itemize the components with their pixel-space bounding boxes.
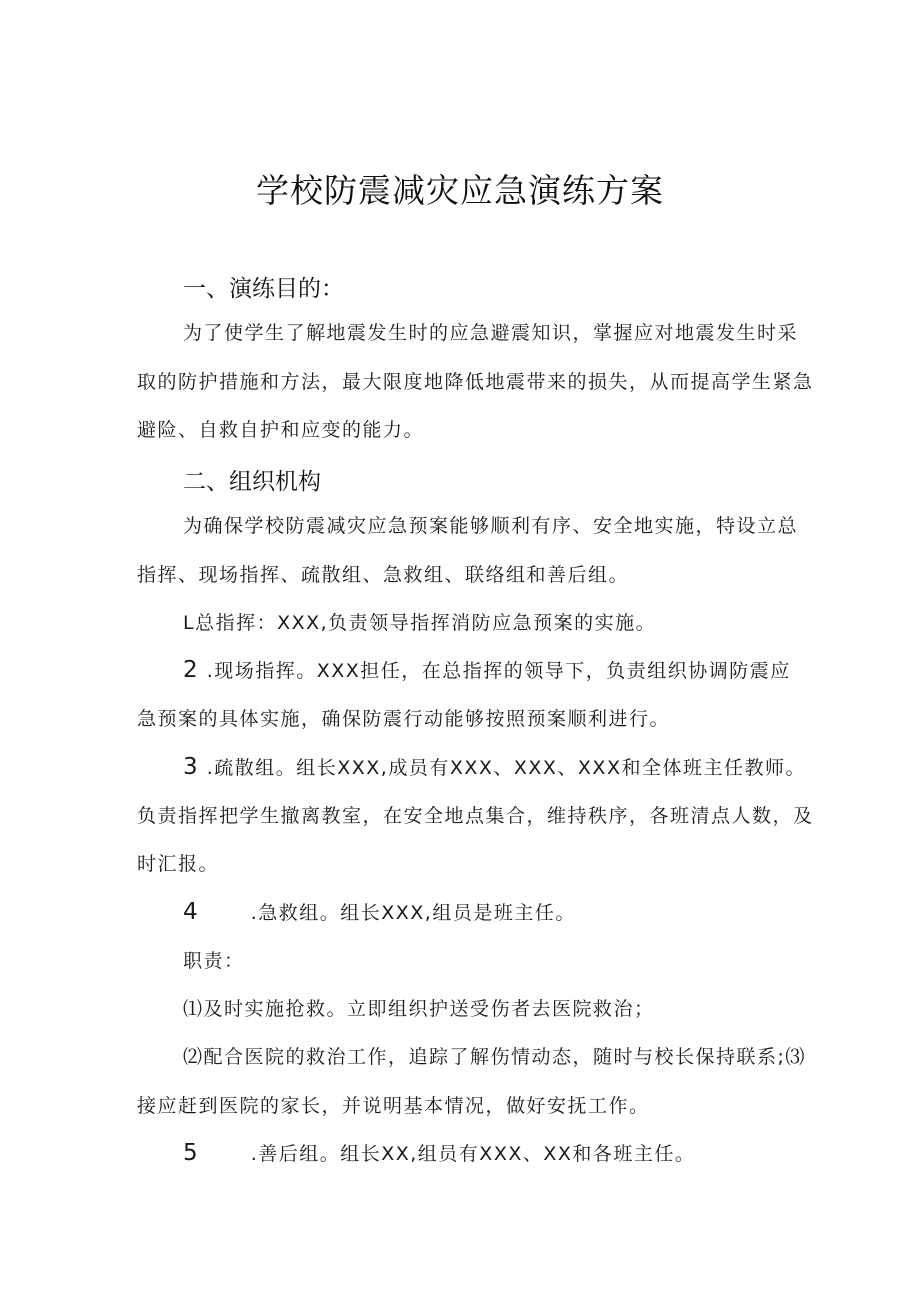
paragraph-line: 负责指挥把学生撤离教室，在安全地点集合，维持秩序，各班清点人数，及 xyxy=(137,805,814,827)
paragraph-line: 取的防护措施和方法，最大限度地降低地震带来的损失，从而提高学生紧急 xyxy=(137,371,814,393)
item-text: .急救组。组长XXX,组员是班主任。 xyxy=(250,902,576,924)
paragraph-line: 急预案的具体实施，确保防震行动能够按照预案顺利进行。 xyxy=(137,708,671,730)
item-number: 5 xyxy=(183,1140,200,1166)
paragraph-line: 接应赶到医院的家长，并说明基本情况，做好安抚工作。 xyxy=(137,1095,650,1117)
paragraph-line: 职责： xyxy=(183,950,245,972)
section-heading-organization: 二、组织机构 xyxy=(183,469,321,495)
item-number: 4 xyxy=(183,899,200,925)
section-heading-purpose: 一、演练目的： xyxy=(183,276,344,302)
paragraph-line: ⑵配合医院的救治工作，追踪了解伤情动态，随时与校长保持联系;⑶ xyxy=(183,1046,806,1068)
paragraph-line: 为了使学生了解地震发生时的应急避震知识，掌握应对地震发生时采 xyxy=(183,322,799,344)
paragraph-line: 为确保学校防震减灾应急预案能够顺利有序、安全地实施，特设立总 xyxy=(183,515,799,537)
paragraph-line: 指挥、现场指挥、疏散组、急救组、联络组和善后组。 xyxy=(137,564,630,586)
document-title: 学校防震减灾应急演练方案 xyxy=(256,171,664,210)
list-item-commander: L总指挥：XXX,负责领导指挥消防应急预案的实施。 xyxy=(183,612,657,634)
item-number: 2 xyxy=(183,657,200,683)
list-item-field-command xyxy=(183,658,791,683)
item-text: .善后组。组长XX,组员有XXX、XX和各班主任。 xyxy=(250,1143,696,1165)
item-number: 3 xyxy=(183,754,200,780)
list-item-evacuation xyxy=(183,755,806,780)
paragraph-line: 时汇报。 xyxy=(137,853,220,875)
list-item-first-aid xyxy=(183,900,576,925)
item-text: .疏散组。组长XXX,成员有XXX、XXX、XXX和全体班主任教师。 xyxy=(206,757,806,779)
item-text: .现场指挥。XXX担任，在总指挥的领导下，负责组织协调防震应 xyxy=(206,660,791,682)
paragraph-line: 避险、自救自护和应变的能力。 xyxy=(137,419,425,441)
list-item-aftercare xyxy=(183,1141,695,1166)
paragraph-line: ⑴及时实施抢救。立即组织护送受伤者去医院救治； xyxy=(183,998,655,1020)
